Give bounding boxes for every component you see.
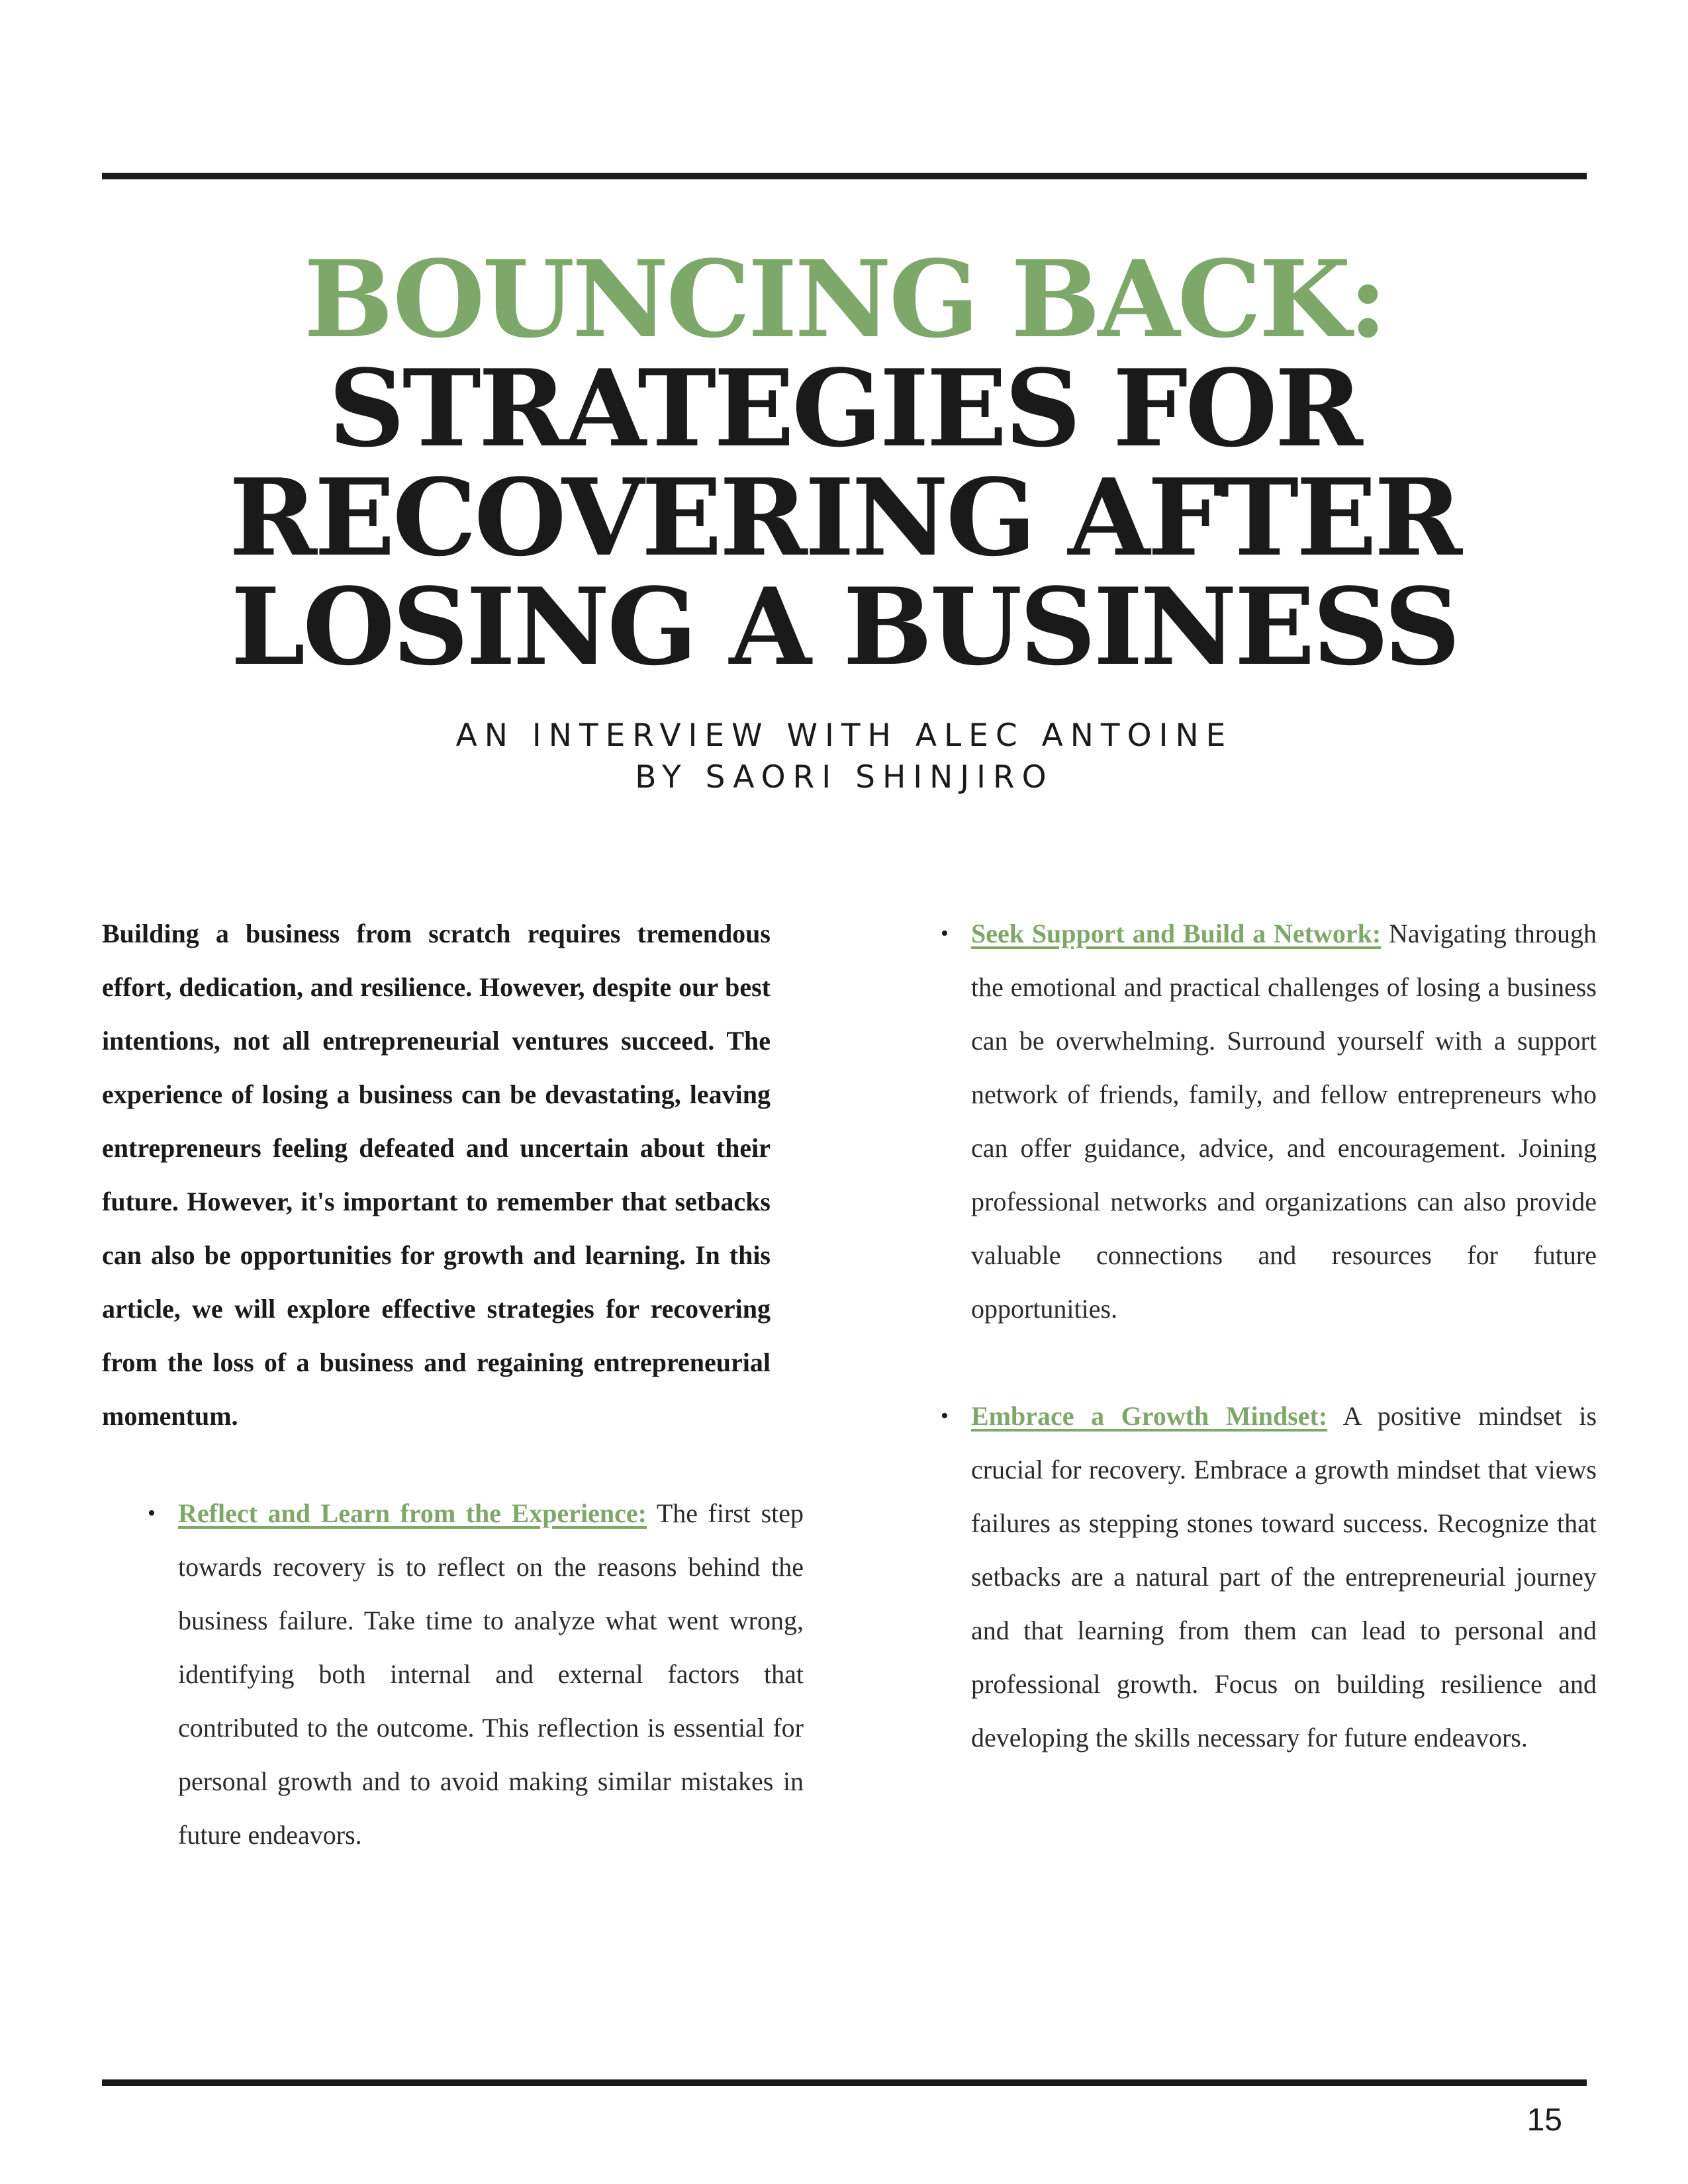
strategy-body: Navigating through the emotional and practical challenges of losing a business can be overwhelming. Surround yourself with a support network of friends, family, and fellow entrepreneurs who can offer guidance, advice, and encouragement. Joining professional networks and organizations can also provide valuable connections and resources for future opportunities.: [971, 919, 1597, 1324]
title-line-3: LOSING A BUSINESS: [230, 565, 1458, 689]
title-accent-line: BOUNCING BACK:: [304, 237, 1385, 361]
bullet-icon: •: [148, 1501, 156, 1525]
strategy-list-left: [148, 1486, 804, 1862]
strategy-item-reflect: [148, 1486, 804, 1862]
strategy-heading-link[interactable]: Embrace a Growth Mindset:: [971, 1401, 1328, 1431]
byline-interview: AN INTERVIEW WITH ALEC ANTOINE: [455, 717, 1233, 754]
byline-author: BY SAORI SHINJIRO: [635, 759, 1054, 796]
article-title: [102, 237, 1587, 689]
byline: [102, 715, 1587, 798]
page-number: 15: [1526, 2103, 1562, 2138]
strategy-body: A positive mindset is crucial for recovery. Embrace a growth mindset that views failures as stepping stones toward success. Recognize that setbacks are a natural part of the entrepreneurial journey and that learning from them can lead to personal and professional growth. Focus on building resilience and developing the skills necessary for future endeavors.: [971, 1401, 1597, 1752]
bullet-icon: •: [941, 1404, 949, 1428]
title-line-2: RECOVERING AFTER: [228, 455, 1460, 580]
strategy-body: The first step towards recovery is to reflect on the reasons behind the business failure. Take time to analyze what went wrong, identifying both internal and external factors that contributed to the outcome. This reflection is essential for personal growth and to avoid making similar mistakes in future endeavors.: [178, 1498, 804, 1850]
title-line-1: STRATEGIES FOR: [328, 346, 1360, 471]
strategy-item-support: [941, 907, 1597, 1336]
intro-paragraph: Building a business from scratch requires tremendous effort, dedication, and resilience. However, despite our best intentions, not all entrepreneurial ventures succeed. The experience of losing a business can be devastating, leaving entrepreneurs feeling defeated and uncertain about their future. However, it's important to remember that setbacks can also be opportunities for growth and learning. In this article, we will explore effective strategies for recovering from the loss of a business and regaining entrepreneurial momentum.: [102, 919, 771, 1431]
right-column: [927, 907, 1597, 1764]
bottom-rule: [102, 2079, 1587, 2086]
strategy-list-right: [941, 907, 1597, 1764]
strategy-heading-link[interactable]: Reflect and Learn from the Experience:: [178, 1498, 647, 1528]
bullet-icon: •: [941, 921, 949, 946]
left-column: [102, 907, 804, 1862]
strategy-item-mindset: [941, 1389, 1597, 1764]
top-rule: [102, 173, 1587, 179]
strategy-heading-link[interactable]: Seek Support and Build a Network:: [971, 919, 1382, 948]
